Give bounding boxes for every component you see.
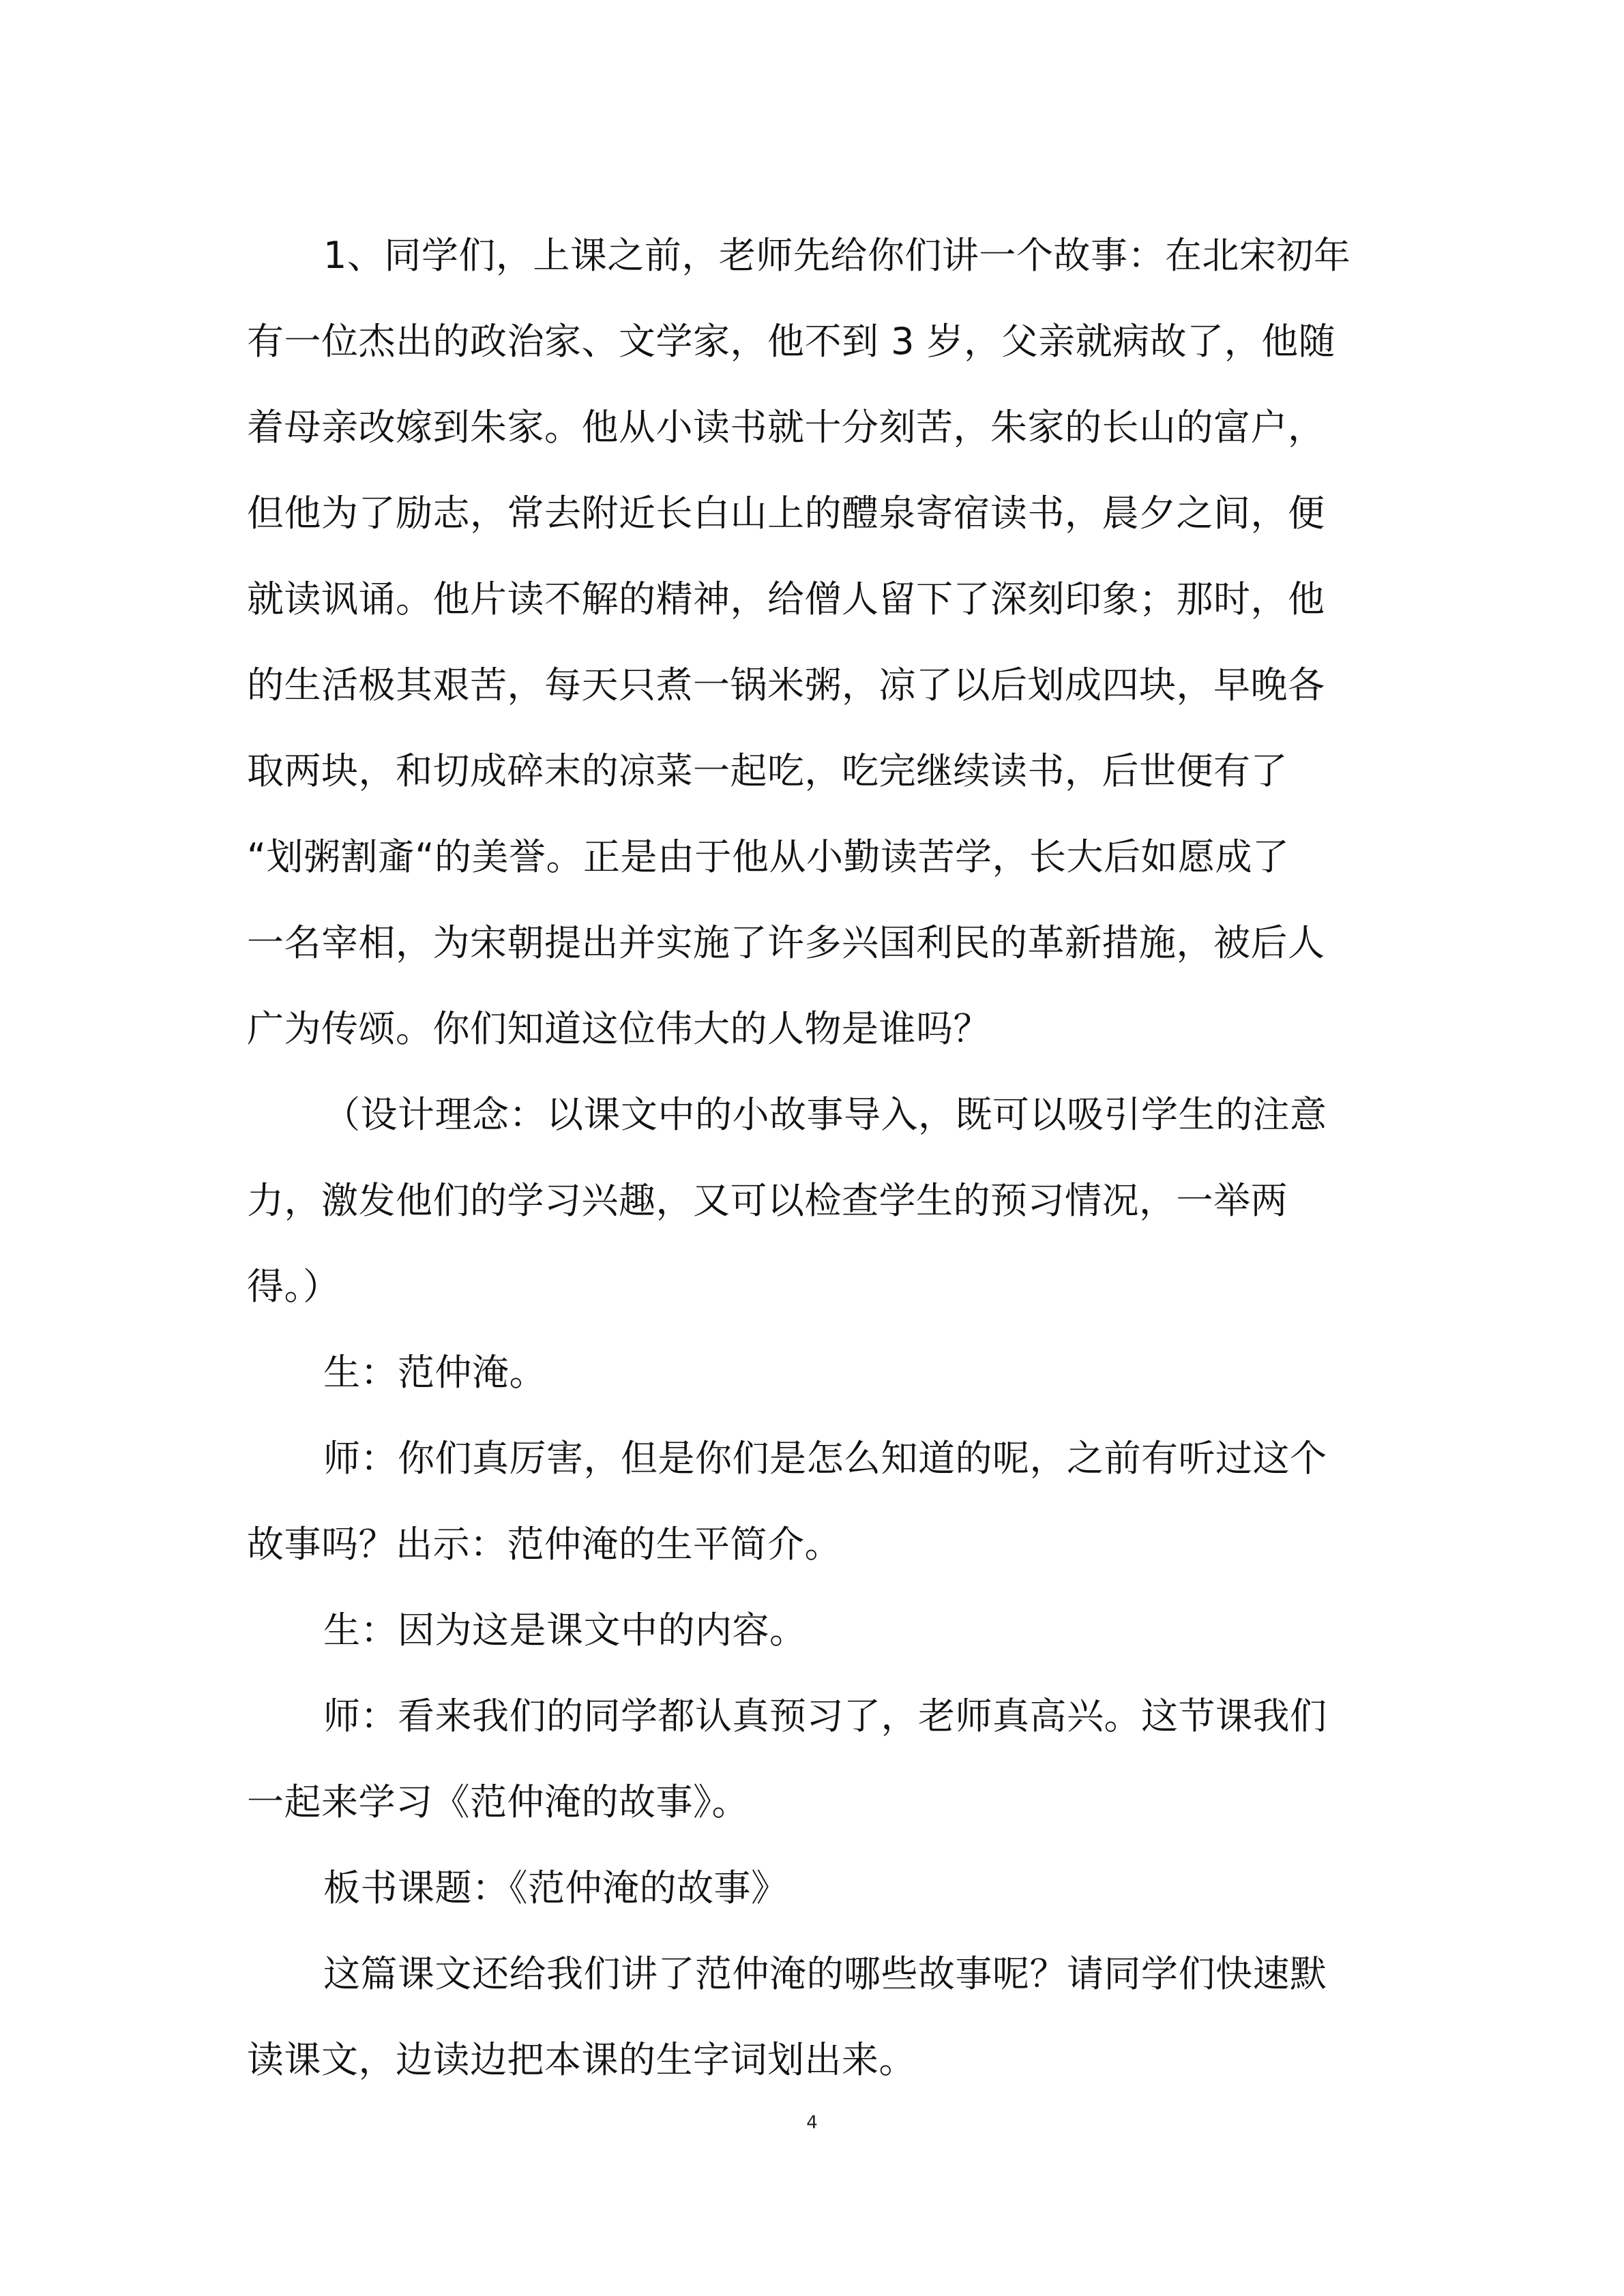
paragraph-line: 着母亲改嫁到朱家。他从小读书就十分刻苦，朱家的长山的富户，: [247, 406, 1325, 449]
paragraph-line: 师：看来我们的同学都认真预习了，老师真高兴。这节课我们: [323, 1695, 1327, 1738]
paragraph-line: 广为传颂。你们知道这位伟大的人物是谁吗？: [247, 1007, 990, 1050]
paragraph-line: 板书课题：《范仲淹的故事》: [323, 1866, 788, 1909]
paragraph-line: 得。）: [247, 1265, 340, 1308]
paragraph-line: 一名宰相，为宋朝提出并实施了许多兴国利民的革新措施，被后人: [247, 921, 1325, 964]
page-number: 4: [806, 2113, 818, 2133]
paragraph-line: 取两块，和切成碎末的凉菜一起吃，吃完继续读书，后世便有了: [247, 749, 1288, 792]
paragraph-line: 故事吗？出示：范仲淹的生平简介。: [247, 1523, 842, 1566]
paragraph-line: 师：你们真厉害，但是你们是怎么知道的呢，之前有听过这个: [323, 1437, 1327, 1480]
paragraph-line: 力，激发他们的学习兴趣，又可以检查学生的预习情况，一举两: [247, 1179, 1288, 1222]
paragraph-line: “划粥割齑“的美誉。正是由于他从小勤读苦学，长大后如愿成了: [247, 835, 1290, 878]
paragraph-line: 1、同学们，上课之前，老师先给你们讲一个故事：在北宋初年: [323, 234, 1351, 277]
paragraph-line: 一起来学习《范仲淹的故事》。: [247, 1780, 749, 1823]
paragraph-line: （设计理念：以课文中的小故事导入，既可以吸引学生的注意: [323, 1093, 1327, 1136]
paragraph-line: 生：范仲淹。: [323, 1351, 546, 1394]
paragraph-line: 有一位杰出的政治家、文学家，他不到 3 岁，父亲就病故了，他随: [247, 320, 1336, 363]
body-text: [247, 213, 1386, 2103]
paragraph-line: 这篇课文还给我们讲了范仲淹的哪些故事呢？请同学们快速默: [323, 1952, 1327, 1995]
paragraph-line: 的生活极其艰苦，每天只煮一锅米粥，凉了以后划成四块，早晚各: [247, 664, 1325, 706]
paragraph-line: 生：因为这是课文中的内容。: [323, 1609, 807, 1652]
paragraph-line: 读课文，边读边把本课的生字词划出来。: [247, 2038, 916, 2081]
paragraph-line: 但他为了励志，常去附近长白山上的醴泉寄宿读书，晨夕之间，便: [247, 492, 1325, 535]
paragraph-line: 就读讽诵。他片读不解的精神，给僧人留下了深刻印象；那时，他: [247, 578, 1325, 621]
